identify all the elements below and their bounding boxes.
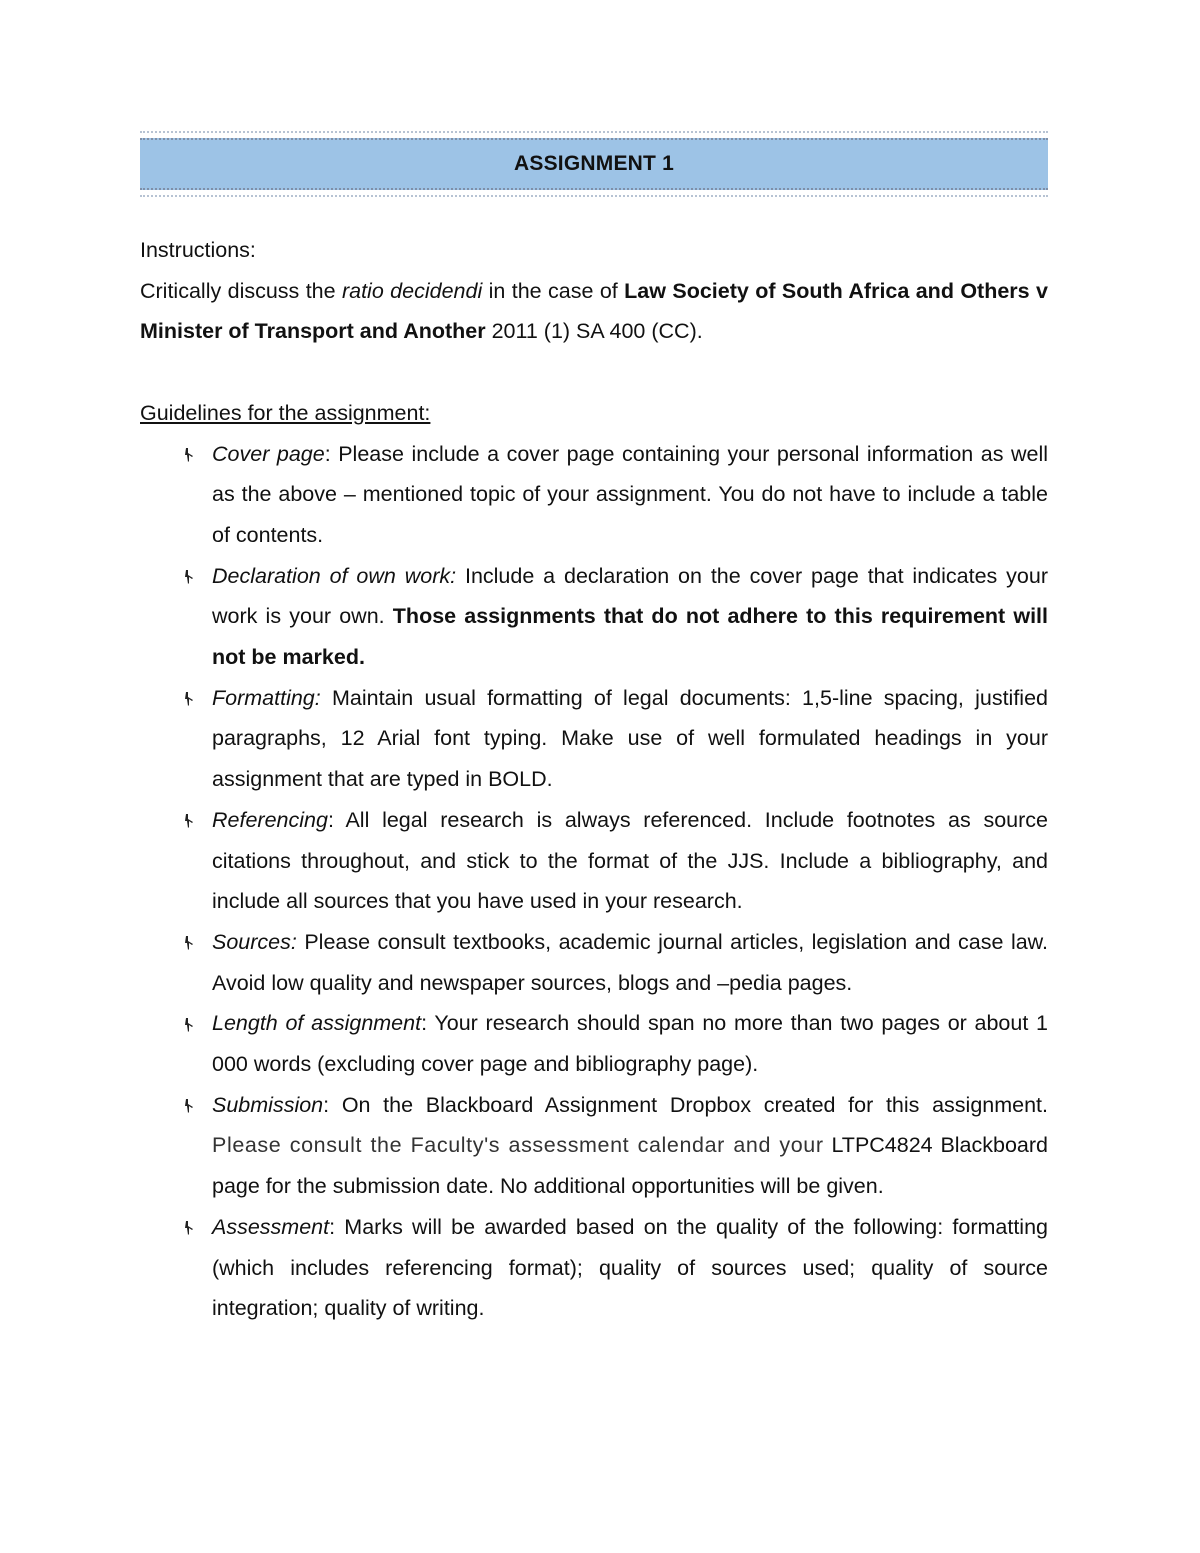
title-band <box>140 138 1048 190</box>
task-text-1: Critically discuss the <box>140 278 342 303</box>
guideline-tail: LTPC4824 Blackboard page for the submission date. No additional opportunities will be given. <box>212 1133 1049 1199</box>
guideline-text: Your research should span no more than two pages or about 1 000 words (excluding cover page and bibliography page). <box>212 1011 1048 1077</box>
pushpin-icon <box>184 556 196 597</box>
guideline-sep: : <box>329 1214 345 1239</box>
guideline-label: Assessment <box>212 1214 330 1239</box>
guideline-sep: : <box>323 1092 342 1117</box>
pushpin-icon <box>184 1003 196 1044</box>
guideline-label: Referencing <box>212 807 328 832</box>
guideline-label: Declaration of own work: <box>212 563 457 588</box>
list-item <box>140 1207 1048 1329</box>
case-name: Law Society of South Africa and Others v Minister of Transport and Another <box>140 278 1048 344</box>
guidelines-heading: Guidelines for the assignment: <box>140 400 431 425</box>
guideline-label: Submission <box>212 1092 324 1117</box>
task-paragraph <box>140 271 1048 352</box>
guideline-sep: : <box>327 807 346 832</box>
guideline-label: Length of assignment <box>212 1011 422 1036</box>
pushpin-icon <box>184 922 196 963</box>
list-item <box>140 1003 1048 1084</box>
task-text-2: in the case of <box>482 278 625 303</box>
guideline-text: Please consult textbooks, academic journal articles, legislation and case law. Avoid low quality and newspaper sources, blogs and –pedia pages. <box>212 929 1048 995</box>
guideline-text: Marks will be awarded based on the quality of the following: formatting (which includes referencing format); quality of sources used; quality of source integration; quality of writing. <box>212 1214 1048 1321</box>
guideline-bold: Those assignments that do not adhere to this requirement will not be marked. <box>212 604 1048 670</box>
guideline-light-text: Please consult the Faculty's assessment calendar and your <box>212 1133 824 1158</box>
list-item <box>140 434 1048 556</box>
list-item <box>140 678 1048 800</box>
guideline-sep: : <box>324 441 339 466</box>
pushpin-icon <box>184 800 196 841</box>
guideline-sep: : <box>421 1011 435 1036</box>
document-page <box>140 138 1048 1329</box>
list-item <box>140 800 1048 922</box>
guideline-text: On the Blackboard Assignment Dropbox created for this assignment. <box>341 1092 1048 1117</box>
guideline-label: Sources: <box>212 929 297 954</box>
list-item <box>140 1085 1048 1207</box>
guideline-label: Cover page <box>212 441 325 466</box>
guideline-text: Maintain usual formatting of legal documents: 1,5-line spacing, justified paragraphs, 12 Arial font typing. Make use of well formulated headings in your assignment that are typed in BOLD. <box>212 685 1048 792</box>
pushpin-icon <box>184 434 196 475</box>
guideline-sep <box>321 686 332 710</box>
pushpin-icon <box>184 1085 196 1126</box>
guideline-text: Include a declaration on the cover page that indicates your work is your own. <box>212 563 1048 629</box>
guidelines-list <box>140 434 1048 1329</box>
guideline-label: Formatting: <box>212 685 321 710</box>
guideline-text: All legal research is always referenced. Include footnotes as source citations throughout, and stick to the format of the JJS. Include a bibliography, and include all sources that you have used in your research. <box>212 807 1048 914</box>
pushpin-icon <box>184 678 196 719</box>
list-item <box>140 922 1048 1003</box>
guideline-text: Please include a cover page containing your personal information as well as the above – mentioned topic of your assignment. You do not have to include a table of contents. <box>212 441 1049 547</box>
list-item <box>140 556 1048 678</box>
instructions-label: Instructions: <box>140 238 256 262</box>
guideline-sep <box>456 564 465 588</box>
pushpin-icon <box>184 1207 196 1248</box>
assignment-title: ASSIGNMENT 1 <box>514 152 674 175</box>
case-citation: 2011 (1) SA 400 (CC). <box>485 319 703 344</box>
task-italic: ratio decidendi <box>341 278 483 303</box>
